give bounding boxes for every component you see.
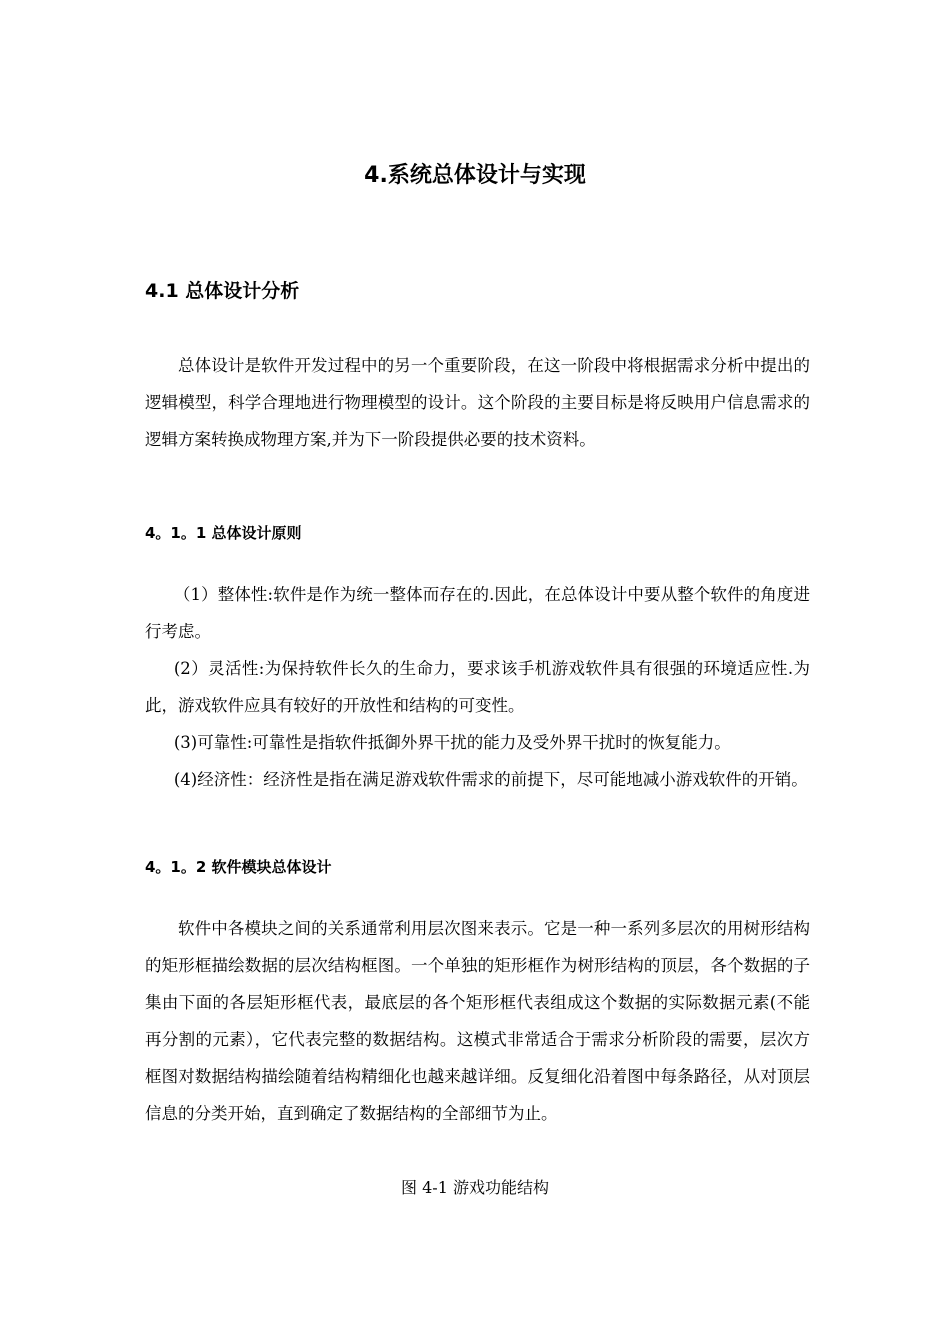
figure-caption: 图 4-1 游戏功能结构 (401, 1178, 549, 1197)
intro-paragraph: 总体设计是软件开发过程中的另一个重要阶段，在这一阶段中将根据需求分析中提出的逻辑模型，科学合理地进行物理模型的设计。这个阶段的主要目标是将反映用户信息需求的逻辑方案转换成物理方案,并为下一阶段提供必要的技术资料。 (145, 356, 810, 449)
section-heading: 4.1 总体设计分析 (145, 280, 300, 302)
modules-paragraph: 软件中各模块之间的关系通常利用层次图来表示。它是一种一系列多层次的用树形结构的矩形框描绘数据的层次结构框图。一个单独的矩形框作为树形结构的顶层，各个数据的子集由下面的各层矩形框代表，最底层的各个矩形框代表组成这个数据的实际数据元素(不能再分割的元素），它代表完整的数据结构。这模式非常适合于需求分析阶段的需要，层次方框图对数据结构描绘随着结构精细化也越来越详细。反复细化沿着图中每条路径，从对顶层信息的分类开始，直到确定了数据结构的全部细节为止。 (145, 919, 810, 1123)
principle-item-flexibility: (2）灵活性:为保持软件长久的生命力，要求该手机游戏软件具有很强的环境适应性.为此，游戏软件应具有较好的开放性和结构的可变性。 (145, 659, 810, 715)
subsection-heading-modules: 4。1。2 软件模块总体设计 (145, 858, 332, 876)
chapter-title: 4.系统总体设计与实现 (364, 163, 586, 188)
subsection-heading-principles: 4。1。1 总体设计原则 (145, 524, 302, 542)
principle-item-integrity: （1）整体性:软件是作为统一整体而存在的.因此，在总体设计中要从整个软件的角度进行考虑。 (145, 585, 810, 641)
principle-item-reliability: (3)可靠性:可靠性是指软件抵御外界干扰的能力及受外界干扰时的恢复能力。 (173, 733, 731, 752)
principle-item-economy: (4)经济性：经济性是指在满足游戏软件需求的前提下，尽可能地减小游戏软件的开销。 (173, 770, 808, 789)
